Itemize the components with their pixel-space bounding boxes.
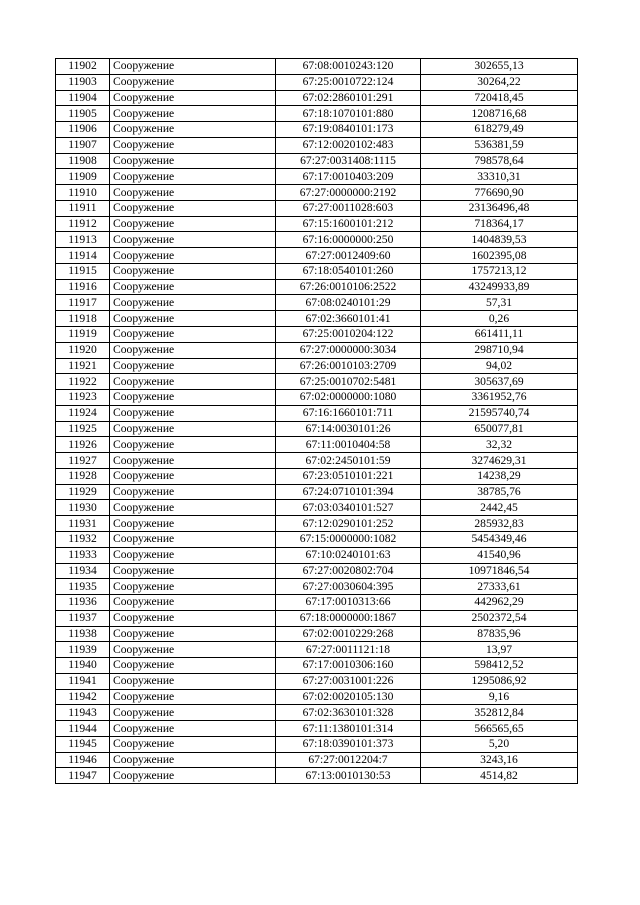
row-number-cell: 11914 (56, 248, 110, 264)
table-row (56, 122, 578, 138)
cadastral-number-cell: 67:17:0010403:209 (276, 169, 421, 185)
cadastral-number-cell: 67:15:0000000:1082 (276, 531, 421, 547)
cadastral-number-cell: 67:16:1660101:711 (276, 405, 421, 421)
row-number-cell: 11942 (56, 689, 110, 705)
cadastral-value-cell: 1404839,53 (421, 232, 578, 248)
object-type-cell: Сооружение (110, 721, 276, 737)
row-number-cell: 11912 (56, 216, 110, 232)
cadastral-number-cell: 67:26:0010103:2709 (276, 358, 421, 374)
table-body (56, 59, 578, 784)
cadastral-value-cell: 41540,96 (421, 547, 578, 563)
table-row (56, 358, 578, 374)
cadastral-value-cell: 650077,81 (421, 421, 578, 437)
cadastral-value-cell: 536381,59 (421, 137, 578, 153)
table-row (56, 595, 578, 611)
row-number-cell: 11945 (56, 736, 110, 752)
row-number-cell: 11913 (56, 232, 110, 248)
table-row (56, 137, 578, 153)
cadastral-value-cell: 38785,76 (421, 484, 578, 500)
cadastral-value-cell: 352812,84 (421, 705, 578, 721)
table-row (56, 327, 578, 343)
cadastral-value-cell: 5454349,46 (421, 531, 578, 547)
object-type-cell: Сооружение (110, 610, 276, 626)
object-type-cell: Сооружение (110, 248, 276, 264)
cadastral-value-cell: 94,02 (421, 358, 578, 374)
table-row (56, 374, 578, 390)
object-type-cell: Сооружение (110, 232, 276, 248)
cadastral-number-cell: 67:16:0000000:250 (276, 232, 421, 248)
cadastral-value-cell: 442962,29 (421, 595, 578, 611)
object-type-cell: Сооружение (110, 689, 276, 705)
row-number-cell: 11910 (56, 185, 110, 201)
cadastral-number-cell: 67:27:0011028:603 (276, 200, 421, 216)
object-type-cell: Сооружение (110, 531, 276, 547)
cadastral-value-cell: 23136496,48 (421, 200, 578, 216)
cadastral-value-cell: 298710,94 (421, 342, 578, 358)
cadastral-number-cell: 67:26:0010106:2522 (276, 279, 421, 295)
row-number-cell: 11928 (56, 468, 110, 484)
row-number-cell: 11907 (56, 137, 110, 153)
table-row (56, 311, 578, 327)
cadastral-number-cell: 67:27:0012204:7 (276, 752, 421, 768)
cadastral-number-cell: 67:02:0000000:1080 (276, 390, 421, 406)
table-row (56, 626, 578, 642)
cadastral-value-cell: 21595740,74 (421, 405, 578, 421)
cadastral-number-cell: 67:25:0010204:122 (276, 327, 421, 343)
object-type-cell: Сооружение (110, 595, 276, 611)
object-type-cell: Сооружение (110, 563, 276, 579)
table-row (56, 90, 578, 106)
row-number-cell: 11904 (56, 90, 110, 106)
cadastral-number-cell: 67:17:0010306:160 (276, 658, 421, 674)
table-row (56, 200, 578, 216)
cadastral-value-cell: 798578,64 (421, 153, 578, 169)
cadastral-value-cell: 1295086,92 (421, 673, 578, 689)
row-number-cell: 11932 (56, 531, 110, 547)
cadastral-value-cell: 720418,45 (421, 90, 578, 106)
row-number-cell: 11911 (56, 200, 110, 216)
cadastral-value-cell: 776690,90 (421, 185, 578, 201)
table-row (56, 721, 578, 737)
cadastral-value-cell: 57,31 (421, 295, 578, 311)
object-type-cell: Сооружение (110, 106, 276, 122)
cadastral-number-cell: 67:27:0020802:704 (276, 563, 421, 579)
object-type-cell: Сооружение (110, 453, 276, 469)
row-number-cell: 11921 (56, 358, 110, 374)
cadastral-number-cell: 67:08:0240101:29 (276, 295, 421, 311)
cadastral-number-cell: 67:11:0010404:58 (276, 437, 421, 453)
table-row (56, 563, 578, 579)
cadastral-number-cell: 67:11:1380101:314 (276, 721, 421, 737)
table-row (56, 106, 578, 122)
cadastral-number-cell: 67:18:0540101:260 (276, 263, 421, 279)
object-type-cell: Сооружение (110, 342, 276, 358)
row-number-cell: 11944 (56, 721, 110, 737)
cadastral-number-cell: 67:24:0710101:394 (276, 484, 421, 500)
cadastral-number-cell: 67:27:0030604:395 (276, 579, 421, 595)
table-row (56, 390, 578, 406)
row-number-cell: 11920 (56, 342, 110, 358)
object-type-cell: Сооружение (110, 500, 276, 516)
row-number-cell: 11923 (56, 390, 110, 406)
cadastral-number-cell: 67:08:0010243:120 (276, 59, 421, 75)
table-row (56, 500, 578, 516)
object-type-cell: Сооружение (110, 658, 276, 674)
cadastral-value-cell: 618279,49 (421, 122, 578, 138)
object-type-cell: Сооружение (110, 279, 276, 295)
table-row (56, 263, 578, 279)
row-number-cell: 11919 (56, 327, 110, 343)
object-type-cell: Сооружение (110, 185, 276, 201)
row-number-cell: 11903 (56, 74, 110, 90)
cadastral-number-cell: 67:23:0510101:221 (276, 468, 421, 484)
row-number-cell: 11917 (56, 295, 110, 311)
table-row (56, 169, 578, 185)
cadastral-number-cell: 67:02:3660101:41 (276, 311, 421, 327)
row-number-cell: 11943 (56, 705, 110, 721)
row-number-cell: 11918 (56, 311, 110, 327)
object-type-cell: Сооружение (110, 358, 276, 374)
object-type-cell: Сооружение (110, 421, 276, 437)
row-number-cell: 11909 (56, 169, 110, 185)
cadastral-value-cell: 87835,96 (421, 626, 578, 642)
cadastral-number-cell: 67:27:0012409:60 (276, 248, 421, 264)
row-number-cell: 11940 (56, 658, 110, 674)
cadastral-number-cell: 67:12:0020102:483 (276, 137, 421, 153)
cadastral-number-cell: 67:14:0030101:26 (276, 421, 421, 437)
table-row (56, 295, 578, 311)
row-number-cell: 11938 (56, 626, 110, 642)
object-type-cell: Сооружение (110, 642, 276, 658)
cadastral-number-cell: 67:02:2450101:59 (276, 453, 421, 469)
table-row (56, 232, 578, 248)
table-row (56, 248, 578, 264)
table-row (56, 516, 578, 532)
table-row (56, 468, 578, 484)
table-row (56, 705, 578, 721)
cadastral-number-cell: 67:19:0840101:173 (276, 122, 421, 138)
row-number-cell: 11933 (56, 547, 110, 563)
table-row (56, 453, 578, 469)
object-type-cell: Сооружение (110, 673, 276, 689)
cadastral-value-cell: 661411,11 (421, 327, 578, 343)
document-page (55, 58, 577, 784)
table-row (56, 531, 578, 547)
cadastral-value-cell: 1208716,68 (421, 106, 578, 122)
cadastral-value-cell: 9,16 (421, 689, 578, 705)
cadastral-value-cell: 3274629,31 (421, 453, 578, 469)
object-type-cell: Сооружение (110, 768, 276, 784)
cadastral-number-cell: 67:02:2860101:291 (276, 90, 421, 106)
row-number-cell: 11936 (56, 595, 110, 611)
table-row (56, 59, 578, 75)
object-type-cell: Сооружение (110, 374, 276, 390)
table-row (56, 689, 578, 705)
cadastral-value-cell: 566565,65 (421, 721, 578, 737)
cadastral-number-cell: 67:02:0010229:268 (276, 626, 421, 642)
row-number-cell: 11929 (56, 484, 110, 500)
cadastral-number-cell: 67:27:0011121:18 (276, 642, 421, 658)
cadastral-number-cell: 67:27:0031001:226 (276, 673, 421, 689)
table-row (56, 421, 578, 437)
cadastral-value-cell: 10971846,54 (421, 563, 578, 579)
table-row (56, 74, 578, 90)
object-type-cell: Сооружение (110, 59, 276, 75)
object-type-cell: Сооружение (110, 327, 276, 343)
table-row (56, 185, 578, 201)
table-row (56, 579, 578, 595)
cadastral-value-cell: 2442,45 (421, 500, 578, 516)
table-row (56, 484, 578, 500)
cadastral-number-cell: 67:12:0290101:252 (276, 516, 421, 532)
object-type-cell: Сооружение (110, 547, 276, 563)
object-type-cell: Сооружение (110, 137, 276, 153)
row-number-cell: 11937 (56, 610, 110, 626)
cadastral-number-cell: 67:27:0000000:3034 (276, 342, 421, 358)
row-number-cell: 11916 (56, 279, 110, 295)
cadastral-value-cell: 43249933,89 (421, 279, 578, 295)
cadastral-number-cell: 67:27:0031408:1115 (276, 153, 421, 169)
cadastral-number-cell: 67:13:0010130:53 (276, 768, 421, 784)
object-type-cell: Сооружение (110, 311, 276, 327)
object-type-cell: Сооружение (110, 216, 276, 232)
object-type-cell: Сооружение (110, 484, 276, 500)
row-number-cell: 11946 (56, 752, 110, 768)
object-type-cell: Сооружение (110, 295, 276, 311)
cadastral-value-cell: 598412,52 (421, 658, 578, 674)
table-row (56, 768, 578, 784)
object-type-cell: Сооружение (110, 200, 276, 216)
cadastral-number-cell: 67:17:0010313:66 (276, 595, 421, 611)
cadastral-number-cell: 67:10:0240101:63 (276, 547, 421, 563)
cadastral-number-cell: 67:25:0010722:124 (276, 74, 421, 90)
cadastral-number-cell: 67:18:0390101:373 (276, 736, 421, 752)
cadastral-number-cell: 67:03:0340101:527 (276, 500, 421, 516)
row-number-cell: 11939 (56, 642, 110, 658)
object-type-cell: Сооружение (110, 390, 276, 406)
cadastral-value-cell: 1757213,12 (421, 263, 578, 279)
row-number-cell: 11947 (56, 768, 110, 784)
object-type-cell: Сооружение (110, 263, 276, 279)
cadastral-number-cell: 67:27:0000000:2192 (276, 185, 421, 201)
table-row (56, 610, 578, 626)
object-type-cell: Сооружение (110, 169, 276, 185)
table-row (56, 658, 578, 674)
object-type-cell: Сооружение (110, 516, 276, 532)
table-row (56, 216, 578, 232)
table-row (56, 736, 578, 752)
table-row (56, 752, 578, 768)
row-number-cell: 11926 (56, 437, 110, 453)
cadastral-value-cell: 4514,82 (421, 768, 578, 784)
row-number-cell: 11905 (56, 106, 110, 122)
object-type-cell: Сооружение (110, 626, 276, 642)
cadastral-value-cell: 3361952,76 (421, 390, 578, 406)
object-type-cell: Сооружение (110, 468, 276, 484)
object-type-cell: Сооружение (110, 122, 276, 138)
object-type-cell: Сооружение (110, 437, 276, 453)
cadastral-value-cell: 1602395,08 (421, 248, 578, 264)
row-number-cell: 11927 (56, 453, 110, 469)
cadastral-number-cell: 67:18:0000000:1867 (276, 610, 421, 626)
row-number-cell: 11915 (56, 263, 110, 279)
row-number-cell: 11902 (56, 59, 110, 75)
table-row (56, 342, 578, 358)
cadastral-value-cell: 718364,17 (421, 216, 578, 232)
row-number-cell: 11925 (56, 421, 110, 437)
cadastral-number-cell: 67:25:0010702:5481 (276, 374, 421, 390)
cadastral-value-cell: 14238,29 (421, 468, 578, 484)
table-row (56, 673, 578, 689)
object-type-cell: Сооружение (110, 153, 276, 169)
cadastral-value-cell: 0,26 (421, 311, 578, 327)
object-type-cell: Сооружение (110, 74, 276, 90)
object-type-cell: Сооружение (110, 705, 276, 721)
cadastral-value-cell: 2502372,54 (421, 610, 578, 626)
cadastral-value-cell: 27333,61 (421, 579, 578, 595)
cadastral-value-cell: 30264,22 (421, 74, 578, 90)
row-number-cell: 11934 (56, 563, 110, 579)
table-row (56, 405, 578, 421)
cadastral-value-cell: 33310,31 (421, 169, 578, 185)
table-row (56, 437, 578, 453)
cadastral-value-cell: 13,97 (421, 642, 578, 658)
row-number-cell: 11922 (56, 374, 110, 390)
object-type-cell: Сооружение (110, 752, 276, 768)
table-row (56, 153, 578, 169)
cadastral-number-cell: 67:02:3630101:328 (276, 705, 421, 721)
table-row (56, 279, 578, 295)
row-number-cell: 11908 (56, 153, 110, 169)
object-type-cell: Сооружение (110, 736, 276, 752)
cadastral-value-cell: 305637,69 (421, 374, 578, 390)
cadastral-value-cell: 32,32 (421, 437, 578, 453)
row-number-cell: 11930 (56, 500, 110, 516)
cadastral-value-cell: 3243,16 (421, 752, 578, 768)
registry-table (55, 58, 578, 784)
cadastral-number-cell: 67:15:1600101:212 (276, 216, 421, 232)
cadastral-value-cell: 302655,13 (421, 59, 578, 75)
object-type-cell: Сооружение (110, 90, 276, 106)
object-type-cell: Сооружение (110, 405, 276, 421)
cadastral-number-cell: 67:02:0020105:130 (276, 689, 421, 705)
cadastral-value-cell: 5,20 (421, 736, 578, 752)
cadastral-value-cell: 285932,83 (421, 516, 578, 532)
row-number-cell: 11931 (56, 516, 110, 532)
row-number-cell: 11941 (56, 673, 110, 689)
row-number-cell: 11906 (56, 122, 110, 138)
row-number-cell: 11935 (56, 579, 110, 595)
object-type-cell: Сооружение (110, 579, 276, 595)
table-row (56, 547, 578, 563)
row-number-cell: 11924 (56, 405, 110, 421)
cadastral-number-cell: 67:18:1070101:880 (276, 106, 421, 122)
table-row (56, 642, 578, 658)
